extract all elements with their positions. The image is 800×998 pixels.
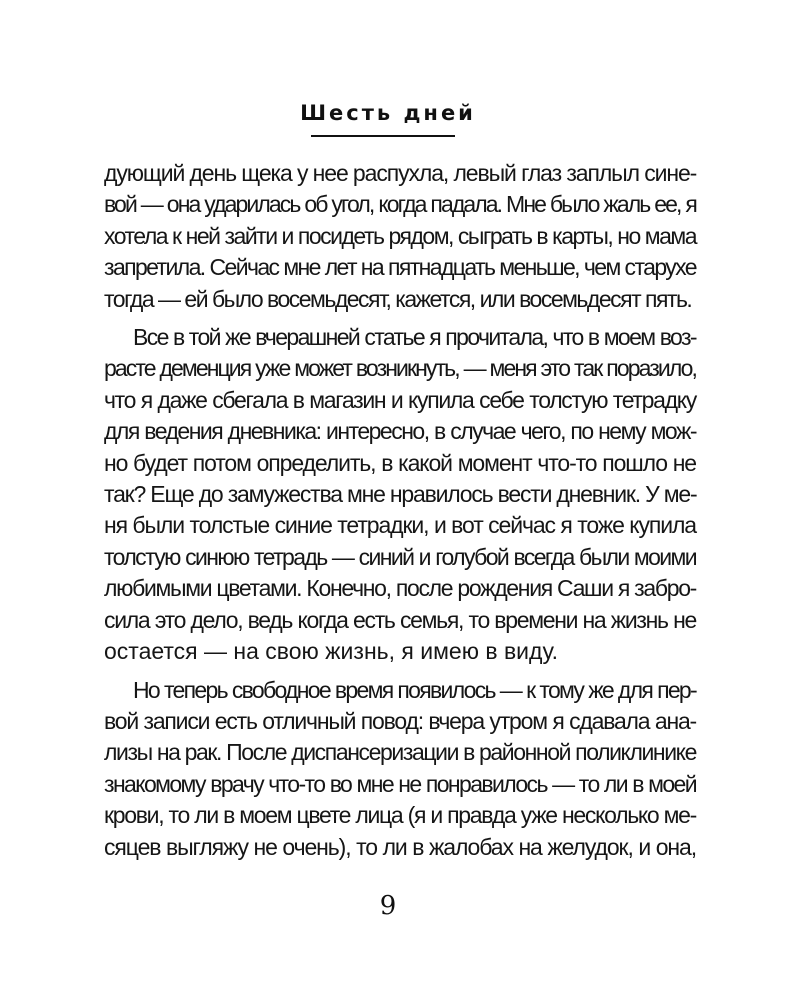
paragraph-1: [104, 158, 696, 315]
running-head: Шесть дней: [300, 101, 476, 125]
text-line: хотела к ней зайти и посидеть рядом, сыграть в карты, но мама: [104, 222, 696, 249]
text-line: знакомому врачу что-то во мне не понравилось — то ли в моей: [104, 770, 696, 797]
text-line: Но теперь свободное время появилось — к тому же для пер-: [133, 676, 696, 703]
text-line: сяцев выгляжу не очень), то ли в жалобах на желудок, и она,: [104, 833, 696, 860]
page-number: 9: [379, 891, 397, 921]
text-line: Все в той же вчерашней статье я прочитала, что в моем воз-: [133, 324, 696, 351]
running-head-rule: [311, 135, 455, 137]
text-line: ня были толстые синие тетрадки, и вот сейчас я тоже купила: [104, 512, 696, 539]
text-line: расте деменция уже может возникнуть, — меня это так поразило,: [104, 355, 696, 382]
text-line: толстую синюю тетрадь — синий и голубой всегда были моими: [104, 543, 696, 570]
text-line: но будет потом определить, в какой момент что-то пошло не: [104, 449, 696, 476]
body-text: [104, 158, 696, 870]
paragraph-3: [104, 675, 696, 863]
text-line: остается — на свою жизнь, я имею в виду.: [104, 638, 559, 665]
text-line: что я даже сбегала в магазин и купила себе толстую тетрадку: [104, 386, 696, 413]
text-line: дующий день щека у нее распухла, левый глаз заплыл сине-: [104, 160, 697, 186]
text-line: для ведения дневника: интересно, в случае чего, по нему мож-: [104, 418, 696, 445]
text-line: любимыми цветами. Конечно, после рождения Саши я забро-: [104, 575, 697, 602]
text-line: сила это дело, ведь когда есть семья, то времени на жизнь не: [104, 606, 696, 633]
text-line: лизы на рак. После диспансеризации в районной поликлинике: [104, 739, 696, 766]
text-line: тогда — ей было восемьдесят, кажется, или восемьдесят пять.: [104, 285, 692, 312]
text-line: запретила. Сейчас мне лет на пятнадцать меньше, чем старухе: [104, 254, 696, 281]
text-line: вой записи есть отличный повод: вчера утром я сдавала ана-: [104, 707, 696, 734]
paragraph-2: [104, 322, 696, 667]
text-line: вой — она ударилась об угол, когда падала. Мне было жаль ее, я: [104, 191, 696, 218]
text-line: крови, то ли в моем цвете лица (я и правда уже несколько ме-: [104, 802, 696, 829]
text-line: так? Еще до замужества мне нравилось вести дневник. У ме-: [104, 481, 697, 508]
